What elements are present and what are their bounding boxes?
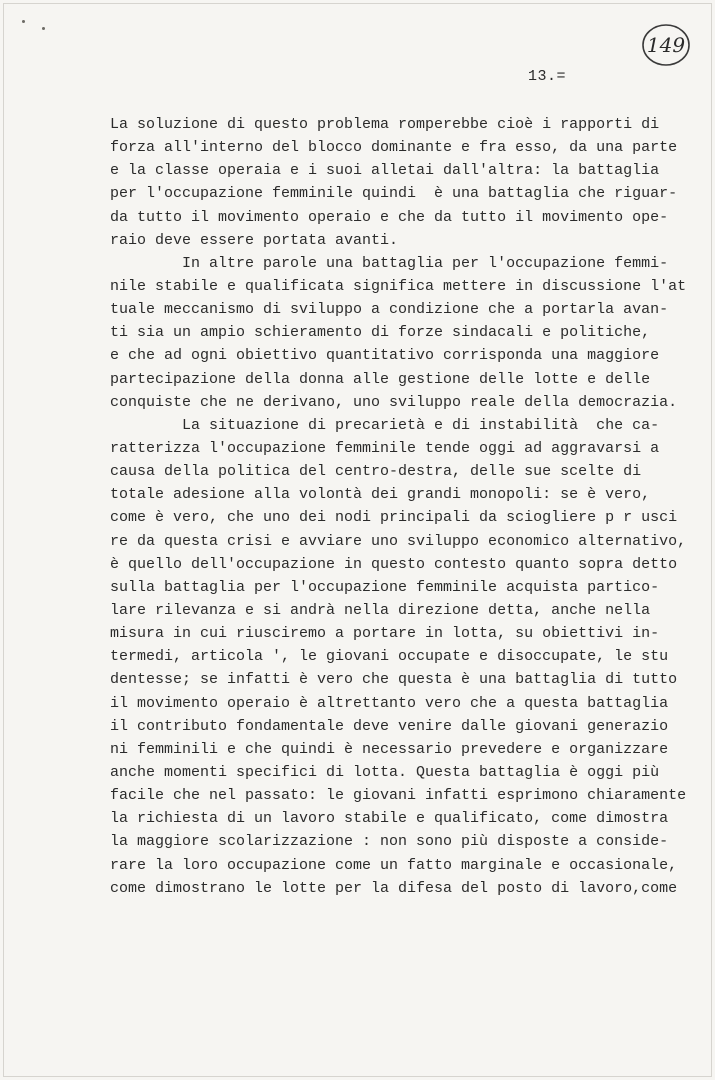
- scan-speck: [42, 27, 45, 30]
- text-line: In altre parole una battaglia per l'occupazione femmi-: [110, 254, 669, 272]
- text-line: partecipazione della donna alle gestione delle lotte e delle: [110, 370, 651, 388]
- text-line: La soluzione di questo problema romperebbe cioè i rapporti di: [110, 116, 660, 133]
- text-line: la richiesta di un lavoro stabile e qualificato, come dimostra: [110, 810, 669, 828]
- text-line: ni femminili e che quindi è necessario prevedere e organizzare: [110, 740, 669, 758]
- archive-stamp: [640, 22, 692, 68]
- text-line: raio deve essere portata avanti.: [110, 231, 399, 249]
- text-line: dentesse; se infatti è vero che questa è una battaglia di tutto: [110, 671, 678, 689]
- text-line: facile che nel passato: le giovani infatti esprimono chiaramente: [110, 787, 687, 805]
- text-line: per l'occupazione femminile quindi è una battaglia che riguar-: [110, 185, 678, 203]
- text-line: rare la loro occupazione come un fatto marginale e occasionale,: [110, 856, 678, 874]
- text-line: da tutto il movimento operaio e che da tutto il movimento ope-: [110, 208, 669, 226]
- scan-speck: [22, 20, 25, 23]
- text-line: misura in cui riusciremo a portare in lotta, su obiettivi in-: [110, 625, 660, 643]
- text-line: anche momenti specifici di lotta. Questa battaglia è oggi più: [110, 763, 660, 781]
- text-line: come dimostrano le lotte per la difesa del posto di lavoro,come: [110, 879, 678, 897]
- text-line: causa della politica del centro-destra, delle sue scelte di: [110, 463, 642, 481]
- text-line: lare rilevanza e si andrà nella direzione detta, anche nella: [110, 601, 651, 619]
- text-line: conquiste che ne derivano, uno sviluppo reale della democrazia.: [110, 393, 678, 411]
- text-line: totale adesione alla volontà dei grandi monopoli: se è vero,: [110, 486, 651, 504]
- text-line: nile stabile e qualificata significa mettere in discussione l'at: [110, 277, 687, 295]
- text-line: la maggiore scolarizzazione : non sono più disposte a conside-: [110, 833, 669, 851]
- text-line: ti sia un ampio schieramento di forze sindacali e politiche,: [110, 324, 651, 342]
- text-line: e che ad ogni obiettivo quantitativo corrisponda una maggiore: [110, 347, 660, 365]
- text-line: re da questa crisi e avviare uno sviluppo economico alternativo,: [110, 532, 687, 550]
- stamp-circle-icon: [640, 22, 692, 68]
- body-text: [110, 113, 687, 900]
- page-number: 13.=: [528, 68, 567, 85]
- text-line: il movimento operaio è altrettanto vero che a questa battaglia: [110, 694, 669, 712]
- text-line: come è vero, che uno dei nodi principali da sciogliere p r usci: [110, 509, 678, 527]
- text-line: termedi, articola ', le giovani occupate e disoccupate, le stu: [110, 648, 669, 666]
- stamp-number: 149: [646, 33, 686, 57]
- text-line: il contributo fondamentale deve venire dalle giovani generazio: [110, 717, 669, 735]
- text-line: La situazione di precarietà e di instabilità che ca-: [110, 416, 660, 434]
- text-line: sulla battaglia per l'occupazione femminile acquista partico-: [110, 578, 660, 596]
- text-line: e la classe operaia e i suoi alletai dall'altra: la battaglia: [110, 162, 660, 180]
- text-line: tuale meccanismo di sviluppo a condizione che a portarla avan-: [110, 301, 669, 319]
- text-line: ratterizza l'occupazione femminile tende oggi ad aggravarsi a: [110, 439, 660, 457]
- text-line: è quello dell'occupazione in questo contesto quanto sopra detto: [110, 555, 678, 573]
- text-line: forza all'interno del blocco dominante e fra esso, da una parte: [110, 139, 678, 157]
